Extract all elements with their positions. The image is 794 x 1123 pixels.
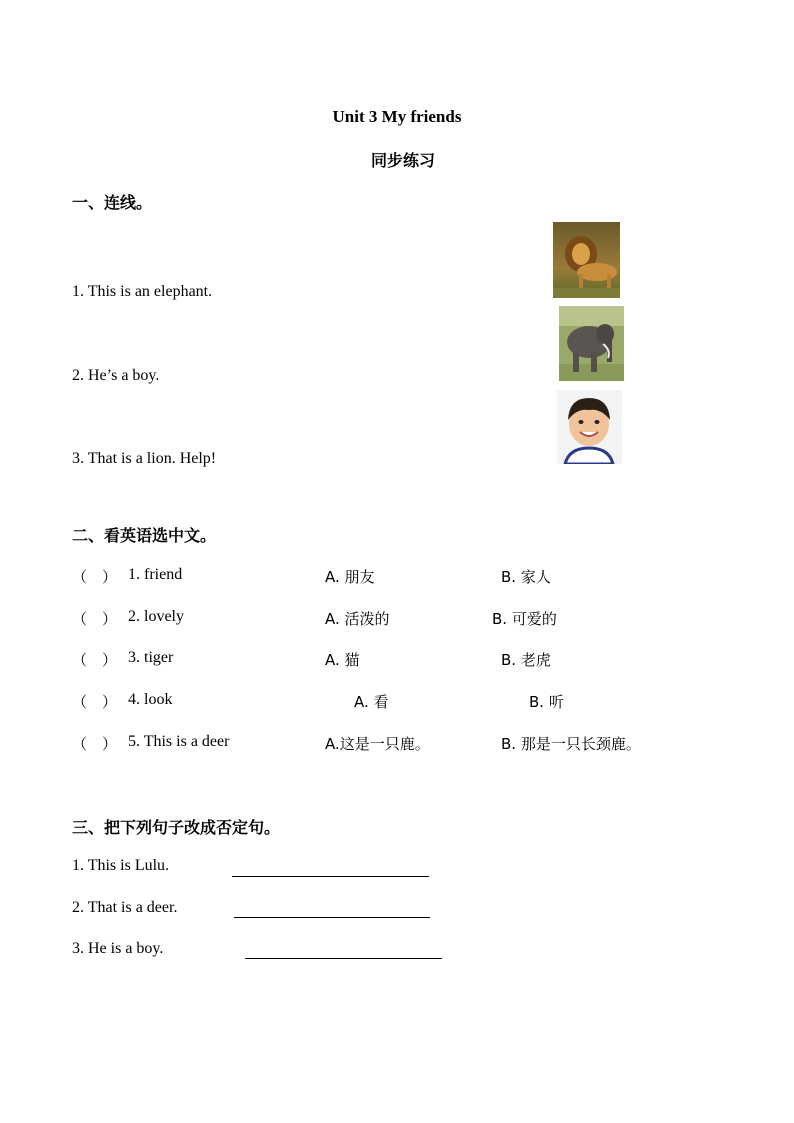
choice-word: 4. look xyxy=(128,691,173,708)
answer-blank[interactable] xyxy=(234,917,430,918)
choice-option-b: B. 家人 xyxy=(501,568,551,586)
answer-paren[interactable]: （ ） xyxy=(72,651,118,669)
choice-option-b: B. 老虎 xyxy=(501,651,551,669)
match-sentence-1: 1. This is an elephant. xyxy=(72,283,213,300)
boy-picture xyxy=(557,390,622,464)
rewrite-sentence-2: 2. That is a deer. xyxy=(72,899,178,916)
page-title: Unit 3 My friends xyxy=(332,107,462,126)
rewrite-sentence-1: 1. This is Lulu. xyxy=(72,857,170,874)
choice-option-a: A. 猫 xyxy=(325,651,360,669)
answer-blank[interactable] xyxy=(245,958,442,959)
elephant-picture xyxy=(559,306,624,381)
answer-paren[interactable]: （ ） xyxy=(72,735,118,753)
choice-option-a: A.这是一只鹿。 xyxy=(325,735,430,753)
match-sentence-3: 3. That is a lion. Help! xyxy=(72,450,217,467)
answer-blank[interactable] xyxy=(232,876,429,877)
answer-paren[interactable]: （ ） xyxy=(72,568,118,586)
choice-option-b: B. 那是一只长颈鹿。 xyxy=(501,735,641,753)
choice-word: 3. tiger xyxy=(128,649,174,666)
rewrite-sentence-3: 3. He is a boy. xyxy=(72,940,164,957)
answer-paren[interactable]: （ ） xyxy=(72,693,118,711)
answer-paren[interactable]: （ ） xyxy=(72,610,118,628)
choice-word: 1. friend xyxy=(128,566,183,583)
choice-option-a: A. 朋友 xyxy=(325,568,375,586)
choice-option-a: A. 活泼的 xyxy=(325,610,390,628)
section2-heading: 二、看英语选中文。 xyxy=(72,526,217,545)
choice-option-b: B. 听 xyxy=(529,693,564,711)
match-sentence-2: 2. He’s a boy. xyxy=(72,367,160,384)
choice-option-a: A. 看 xyxy=(354,693,389,711)
choice-word: 5. This is a deer xyxy=(128,733,230,750)
lion-picture xyxy=(553,222,620,298)
section1-heading: 一、连线。 xyxy=(72,193,153,212)
choice-option-b: B. 可爱的 xyxy=(492,610,557,628)
page-subtitle: 同步练习 xyxy=(370,151,435,170)
section3-heading: 三、把下列句子改成否定句。 xyxy=(72,818,281,837)
choice-word: 2. lovely xyxy=(128,608,184,625)
